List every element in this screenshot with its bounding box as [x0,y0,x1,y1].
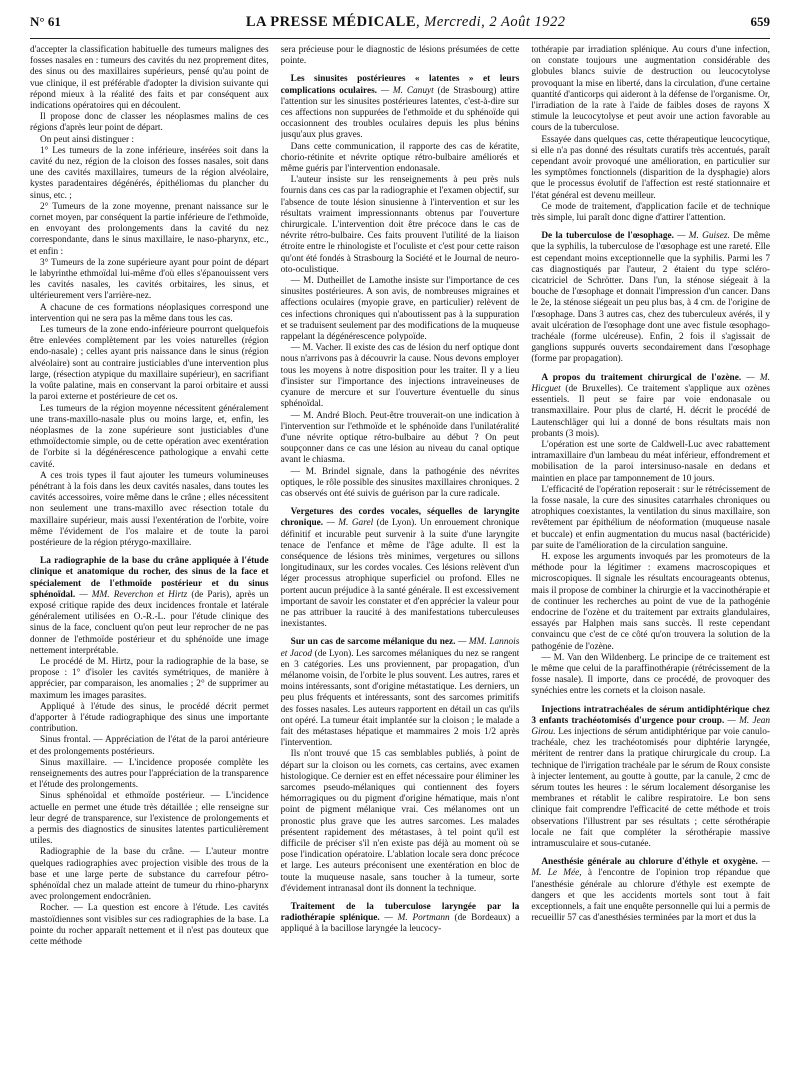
paragraph: Ce mode de traitement, d'application facile et de technique très simple, lui paraît donc digne d'attirer l'attention. [531,201,770,224]
paragraph: Les tumeurs de la zone endo-inférieure pourront quelquefois être enlevées complètement par les voies naturelles (région endo-nasale) ; celles ayant pris naissance dans le sinus (région alvéolaire) sont au contraire justiciables d'une intervention plus large, (résection atypique du maxillaire supérieur), en sacrifiant la voûte palatine, mais en conservant la paroi orbitaire et aussi la paroi externe et postérieure de cet os. [30,325,269,403]
section-body: (de Strasbourg) attire l'attention sur les sinusites postérieures latentes, c'est-à-dire sur ces affections non suppurées de l'ethmoïde et du sphénoïde qui occasionnent des troubles oculaires depuis les plus bénins jusqu'aux plus graves. [280,85,520,141]
article-section [531,373,770,440]
paragraph: — M. André Bloch. Peut-être trouverait-on une indication à l'intervention sur l'ethmoïde et le sphénoïde dans l'unilatéralité d'une névrite optique rétro-bulbaire au début ? On peut soupçonner dans ce cas une lésion au niveau du canal optique avant le chiasma. [280,410,520,466]
section-title: Vergetures des cordes vocales, séquelles de laryngite chronique. [280,507,520,529]
paragraph: H. expose les arguments invoqués par les promoteurs de la méthode pour la légitimer : examens macroscopiques et microscopiques. Il signale les résultats encourageants obtenus, mais il propose de combiner la chirurgie et la vaccinothérapie et de continuer les recherches au point de vue de la pathogénie endocrine de l'ozène et du traitement par extraits glandulaires, essayés par Halphen mais sans succès. Il reste cependant convaincu que c'est de ce côté qu'on trouvera la solution de la pathogénie de l'ozène. [531,551,770,652]
section-byline: — M. Garel [323,518,374,529]
section-body: (de Lyon). Un enrouement chronique définitif et incurable peut survenir à la suite d'une laryngite tenace de l'enfance et même de l'âge adulte. Il est la conséquence de lésions très minimes, vergetures ou sillons longitudinaux, sur les cordes vocales. Ces lésions relèvent d'un léger processus atrophique superficiel ou profond. Elles ne portent aucun préjudice à la santé générale. Il est excessivement important de savoir les constater et d'en apprécier la valeur pour ne pas attribuer la raucité à des manifestations tuberculeuses inexistantes. [280,518,520,630]
paragraph: L'auteur insiste sur les renseignements à peu près nuls fournis dans ces cas par la radiographie et l'examen objectif, sur l'absence de toute lésion sinusienne à l'intervention et sur les résultats vraiment impressionnants obtenus par l'ouverture chirurgicale. L'intervention doit être précoce dans le cas de névrite rétro-bulbaire. Ces faits prouvent l'utilité de la liaison étroite entre le rhinologiste et l'oculiste et c'est pour cette raison qu'ont été fondés à Strasbourg la Société et le Journal de neuro-oto-oculistique. [280,175,520,275]
paragraph: Essayée dans quelques cas, cette thérapeutique leucocytique, si elle n'a pas donné des résultats curatifs très accentués, paraît cependant avoir provoqué une amélioration, en particulier sur les symptômes fonctionnels (disparition de la dysphagie) alors que le processus évolutif de l'affection est resté stationnaire et l'état général est devenu meilleur. [531,134,770,201]
paragraph: Sinus maxillaire. — L'incidence proposée complète les renseignements des autres pour l'appréciation de la transparence et l'étude des prolongements. [30,757,269,791]
column-middle [281,45,520,1089]
page-number: 659 [750,14,770,29]
paragraph: Sinus sphénoïdal et ethmoïde postérieur. — L'incidence actuelle en permet une étude très détaillée ; elle renseigne sur leur degré de transparence, sur l'existence de prolongements et a permis des diagnostics de sinusites latentes particulièrement utiles. [30,791,269,847]
paragraph: Sinus frontal. — Appréciation de l'état de la paroi antérieure et des prolongements postérieurs. [30,735,269,757]
page-header [30,14,770,39]
paragraph: Ils n'ont trouvé que 15 cas semblables publiés, à point de départ sur la cloison ou les cornets, cas certains, avec examen histologique. Ce dernier est en effet nécessaire pour éliminer les sarcomes pseudo-mélaniques qui contiennent des foyers hémorragiques ou du pigment d'origine hématique, mais n'ont point de pigment mélanique vrai. Ces mélanomes ont un pronostic plus grave que les autres sarcomes. Les malades présentent rapidement des métastases, à tel point qu'il est difficile de préciser s'il n'en existe pas déjà au moment où se pose l'indication opératoire. L'ablation locale sera donc précoce et large. Les auteurs préconisent une exentération en bloc de toute la muqueuse nasale, sans toucher à la tumeur, sorte d'évidement intranasal dont ils donnent la technique. [280,749,520,894]
paragraph: Le procédé de M. Hirtz, pour la radiographie de la base, se propose : 1° d'isoler les cavités symétriques, de manière à apprécier, par comparaison, les anomalies ; 2° de supprimer au maximum les images parasites. [30,656,269,701]
paragraph: — M. Dutheillet de Lamothe insiste sur l'importance de ces sinusites postérieures. A son avis, de nombreuses migraines et affections oculaires (myopie grave, en particulier) relèvent de ces infections chroniques qui n'aboutissent pas à la suppuration et se traduisent seulement par des modifications de la muqueuse rappelant la dégénérescence polypoïde. [280,276,520,343]
paragraph: Il propose donc de classer les néoplasmes malins de ces régions d'après leur point de départ. [30,112,269,134]
paragraph: sera précieuse pour le diagnostic de lésions présumées de cette pointe. [280,45,520,67]
paragraph: L'opération est une sorte de Caldwell-Luc avec rabattement intramaxillaire d'un lambeau du méat inférieur, effondrement et mobilisation de la paroi intersinuso-nasale en dedans et maintien en place par tamponnement de 10 jours. [531,439,770,484]
paragraph: On peut ainsi distinguer : [40,134,134,145]
paragraph: tothérapie par irradiation splénique. Au cours d'une infection, on constate toujours une augmentation considérable des globules blancs suivie de destruction ou leucocytolyse provoquant la mise en liberté, dans la circulation, d'une certaine quantité d'anticorps qui aideront à la défense de l'organisme. Or, l'irradiation de la rate à l'aide de faibles doses de rayons X stimule la leucocytolyse et peut avoir une action favorable au cours de la tuberculose. [531,45,770,134]
section-body: (de Bruxelles). Ce traitement s'applique aux ozènes essentiels. Il peut se faire par voie endonasale ou transmaxillaire. Pour plus de clarté, H. décrit le procédé de Lautenschläger qui lui a donné de bons résultats mais non probants (3 mois). [531,383,770,439]
masthead [246,14,566,31]
issue-number: N° 61 [30,14,61,29]
section-body: De même que la syphilis, la tuberculose de l'œsophage est une rareté. Elle est cependant moins exceptionnelle que la syphilis. Parmi les 7 cas diagnostiqués par l'auteur, 2 étaient du type scléro-cicatriciel de Schrötter. Dans l'un, la sténose siégeait à la bouche de l'œsophage et donnait l'impression d'un cancer. Dans le 2e, la sténose siégeait un peu plus bas, à 4 cm. de l'origine de l'œsophage. Dans 3 autres cas, chez des tuberculeux avérés, il y avait ulcération de l'œsophage dont une avec fistule œsophago-trachéale (forme ulcéreuse). Enfin, 2 fois il s'agissait de ganglions suppurés ouverts secondairement dans l'œsophage (forme par propagation). [531,231,770,365]
section-byline: — MM. Lannois et Jacod [280,637,520,659]
section-byline: — MM. Reverchon et Hirtz [75,589,188,600]
paragraph: d'accepter la classification habituelle des tumeurs malignes des fosses nasales en : tumeurs des cavités du nez proprement dites, des sinus ou des maxillaires supérieurs, pensé qu'au point de vue clinique, il est préférable d'adopter la division suivante qui répond mieux à la réalité des faits et par conséquent aux indications opératoires qui en découlent. [30,45,269,112]
column-right [531,45,770,1089]
section-body: (de Bordeaux) a appliqué à la bacillose laryngée la leucocy- [280,913,520,935]
article-section [531,231,770,365]
paragraph: Rocher. — La question est encore à l'étude. Les cavités mastoïdiennes sont visibles sur ces radiographies de la base. La pointe du rocher apparaît nettement et il n'est pas douteux que cette méthode [30,903,269,948]
article-section [531,857,770,924]
article-section [281,507,520,630]
paragraph: 1° Les tumeurs de la zone inférieure, insérées soit dans la cavité du nez, région de la cloison des fosses nasales, soit dans une des cavités maxillaires, tumeurs de la région alvéolaire, kystes paradentaires dégénérés, épithéliomas du plancher du sinus, etc. ; [30,145,269,201]
section-byline: — M. Jean Girou. [531,715,770,737]
section-body: à l'encontre de l'opinion trop répandue que l'anesthésie générale au chlorure d'éthyle est exempte de dangers et que les accidents mortels sont tout à fait exceptionnels, a fait une enquête personnelle qui lui a permis de recueillir 57 cas d'anesthésies terminées par la mort et dus la [531,868,770,924]
paragraph: 2° Tumeurs de la zone moyenne, prenant naissance sur le cornet moyen, par conséquent la partie inférieure de l'ethmoïde, en envoyant des prolongements dans la cavité du nez correspondante, dans le sinus maxillaire, le naso-pharynx, etc., et enfin : [30,201,269,257]
section-title: De la tuberculose de l'œsophage. [541,231,674,242]
section-byline: — M. Hicguet [531,372,770,394]
paragraph: Dans cette communication, il rapporte des cas de kératite, chorio-rétinite et névrite optique rétro-bulbaire améliorés et même guéris par l'intervention endonasale. [280,141,520,175]
article-section [30,556,269,657]
section-byline: — M. Le Mée, [531,857,770,879]
section-body: (de Lyon). Les sarcomes mélaniques du nez se rangent en 3 catégories. Les uns proviennent, par propagation, d'un mélanome voisin, de l'orbite le plus souvent. Les autres, rares et moins intéressants, sont d'origine métastatique. Les derniers, un peu plus fréquents et intéressants, sont des sarcomes primitifs des fosses nasales. Les auteurs rapportent en détail un cas qu'ils ont opéré. La tumeur était implantée sur la cloison ; le malade a fait des métastases hépatique et mammaires 2 mois 1/2 après l'intervention. [280,648,520,749]
publication-date: , Mercredi, 2 Août 1922 [416,14,566,30]
section-body: (de Paris), après un exposé critique rapide des deux incidences frontale et latérale généralement utilisées en O.-R.-L. pour l'étude clinique des sinus de la face, concluent qu'on peut leur reprocher de ne pas donner de l'ethmoïde postérieur et du sphénoïde une image nettement interprétable. [30,589,269,656]
paragraph: Appliqué à l'étude des sinus, le procédé décrit permet d'apporter à l'étude radiographique des sinus une importante contribution. [30,701,269,735]
paragraph: Radiographie de la base du crâne. — L'auteur montre quelques radiographies avec projection visible des trous de la base et une large perte de substance du carrefour pétro-sphénoïdal chez un malade atteint de tumeur du rhino-pharynx avec prolongement endocrânien. [30,847,269,903]
section-body: Les injections de sérum antidiphtérique par voie canulo-trachéale, chez les trachéotomisés pour diphtérie laryngée, méritent de rentrer dans la pratique chirurgicale du croup. La technique de l'irrigation trachéale par le sérum de Roux consiste à injecter lentement, au goutte à goutte, par la canule, 2 cmc de sérum toutes les heures : le sérum localement désorganise les membranes et rétablit le calibre respiratoire. Le bon sens clinique fait comprendre l'efficacité de cette méthode et trois observations l'illustrent par ses résultats ; cette sérothérapie locale ne fait que compléter la sérothérapie massive intramusculaire et sous-cutanée. [531,726,770,850]
paragraph: — M. Van den Wildenberg. Le principe de ce traitement est le même que celui de la paraffinothérapie (rétrécissement de la fosse nasale). Il importe, dans ce procédé, de provoquer des synéchies entre les cornets et la cloison nasale. [531,652,770,697]
section-byline: — M. Canuyt [377,85,434,96]
paragraph: Les tumeurs de la région moyenne nécessitent généralement une trans-maxillo-nasale plus ou moins large, et, enfin, les néoplasmes de la zone supérieure sont justiciables d'une ethmoïdectomie simple, ou de cette opération avec exentération de l'orbite si la dégénérescence pathologique a envahi cette cavité. [30,403,269,470]
section-title: A propos du traitement chirurgical de l'ozène. [541,372,742,383]
paragraph: — M. Vacher. Il existe des cas de lésion du nerf optique dont nous n'arrivons pas à découvrir la cause. Nous devons employer tous les moyens à notre disposition pour les traiter. Il y a lieu d'insister sur l'importance des injections intraveineuses de cyanure de mercure et sur l'ouverture éventuelle du sinus sphénoïdal. [280,343,520,410]
paragraph: — M. Brindel signale, dans la pathogénie des névrites optiques, le rôle possible des sinusites maxillaires chroniques. 2 cas observés ont été suivis de guérison par la cure radicale. [280,466,520,499]
section-title: Sur un cas de sarcome mélanique du nez. [290,637,456,648]
paragraph: 3° Tumeurs de la zone supérieure ayant pour point de départ le labyrinthe ethmoïdal lui-même d'où elles s'épanouissent vers les cavités nasales, les cavités orbitaires, les sinus, et ultérieurement vers l'arrière-nez. [30,257,269,302]
section-title: Traitement de la tuberculose laryngée par la radiothérapie splénique. [280,902,520,924]
publication-title: LA PRESSE MÉDICALE [245,14,416,30]
paragraph: A ces trois types il faut ajouter les tumeurs volumineuses pénétrant à la fois dans les deux cavités nasales, dans toutes les cavités accessoires, voire même dans le crâne ; elles nécessitent non seulement une trans-maxillo avec résection totale du maxillaire supérieur, mais aussi l'exentération de l'orbite, voire même l'évidement de l'os malaire et de toute la paroi postérieure de la région ptérygo-maxillaire. [30,470,269,548]
section-title: Anesthésie générale au chlorure d'éthyle et oxygène. [541,857,758,868]
section-byline: — M. Guisez. [673,231,730,242]
section-byline: — M. Portmann [379,913,450,924]
paragraph: A chacune de ces formations néoplasiques correspond une intervention qui ne sera pas la même dans tous les cas. [30,302,269,324]
section-title: La radiographie de la base du crâne appliquée à l'étude clinique et anatomique du rocher, des sinus de la face et spécialement de l'ethmoïde postérieur et du sinus sphénoïdal. [30,556,269,600]
article-section [281,637,520,749]
article-section [531,705,770,851]
article-section [281,902,520,936]
section-title: Les sinusites postérieures « latentes » et leurs complications oculaires. [280,74,520,96]
article-section [281,74,520,141]
text-columns [30,45,770,1089]
paragraph: L'efficacité de l'opération reposerait : sur le rétrécissement de la fosse nasale, la cure des sinusites catarrhales chroniques ou atrophiques coexistantes, la ventilation du sinus maxillaire, son revêtement par épithélium de néoformation (muqueuse nasale et buccale) et enfin augmentation du mucus nasal (bactéricide) par suite de l'amélioration de la circulation sanguine. [531,484,770,551]
section-title: Injections intratrachéales de sérum antidiphtérique chez 3 enfants trachéotomisés d'urgence pour croup. [531,704,770,726]
column-left [30,45,269,1089]
